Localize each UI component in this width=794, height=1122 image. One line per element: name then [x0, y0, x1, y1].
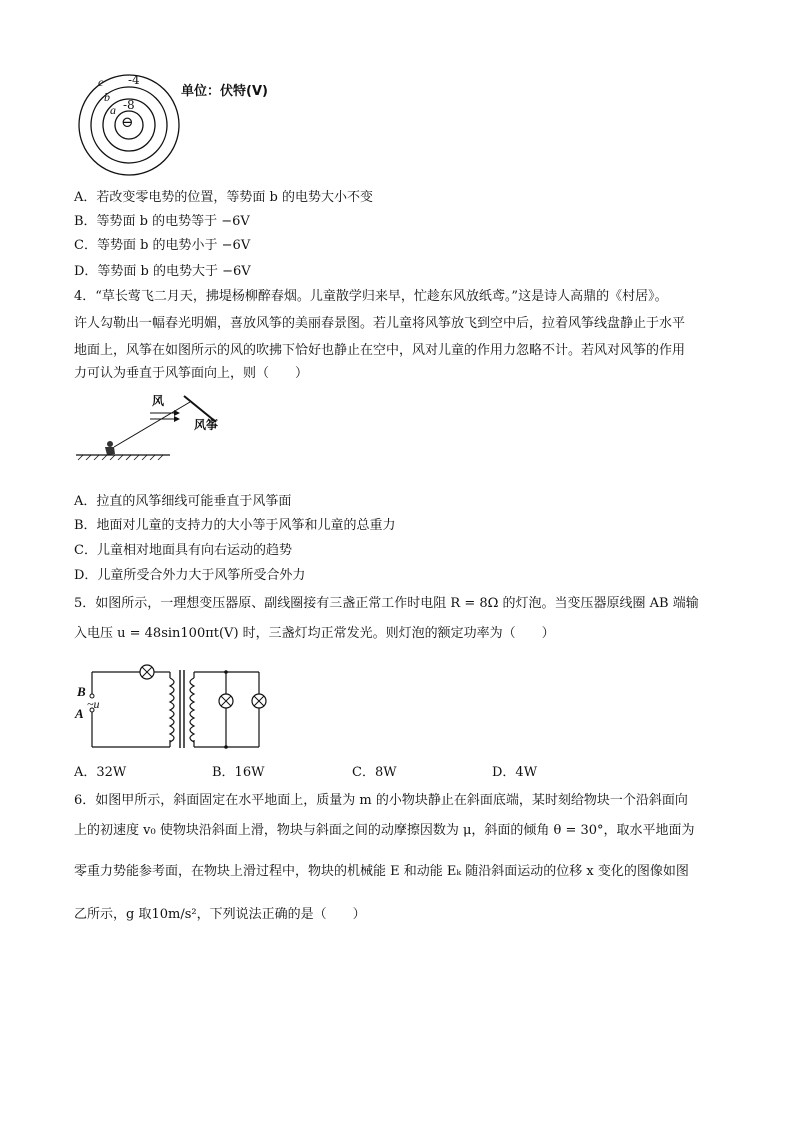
negative-charge-icon: ⊖: [121, 113, 134, 131]
q5-option-d: D．4W: [492, 765, 538, 780]
q4-option-b: B．地面对儿童的支持力的大小等于风筝和儿童的总重力: [74, 518, 396, 533]
q4-option-c: C．儿童相对地面具有向右运动的趋势: [74, 543, 292, 558]
transformer-circuit: [74, 660, 274, 752]
q6-line-3: 零重力势能参考面，在物块上滑过程中，物块的机械能 E 和动能 Eₖ 随沿斜面运动的位移 x 变化的图像如图: [74, 864, 689, 879]
label-c: c: [98, 75, 104, 89]
q4-line-3: 地面上，风筝在如图所示的风的吹拂下恰好也静止在空中，风对儿童的作用力忽略不计。若风对风筝的作用: [74, 343, 686, 358]
lamp-secondary-1: [219, 694, 233, 708]
q4-line-4: 力可认为垂直于风筝面向上，则（ ）: [74, 366, 309, 381]
q5-option-c: C．8W: [352, 765, 397, 780]
value-outer: -4: [128, 73, 140, 87]
kite-figure: [74, 392, 234, 462]
child-head: [107, 441, 113, 447]
lamp-primary: [140, 665, 154, 679]
value-inner: -8: [123, 98, 135, 112]
kite-label: 风筝: [194, 418, 219, 432]
child-body: [105, 447, 115, 455]
q5-line-2: 入电压 u = 48sin100πt(V) 时，三盏灯均正常发光。则灯泡的额定功率为（ ）: [74, 626, 555, 641]
q5-option-a: A．32W: [74, 765, 127, 780]
voltage-u-label: ~u: [87, 697, 100, 711]
q4-line-1: 4．“草长莺飞二月天，拂堤杨柳醉春烟。儿童散学归来早，忙趁东风放纸鸢。”这是诗人高鼎的《村居》。: [74, 289, 668, 304]
terminal-a-label: A: [75, 706, 84, 721]
q3-option-b: B．等势面 b 的电势等于 −6V: [74, 214, 250, 229]
q6-line-1: 6．如图甲所示，斜面固定在水平地面上，质量为 m 的小物块静止在斜面底端，某时刻给物块一个沿斜面向: [74, 793, 688, 808]
q6-line-4: 乙所示，g 取10m/s²，下列说法正确的是（ ）: [74, 907, 366, 922]
label-b: b: [104, 90, 110, 104]
q5-option-b: B．16W: [212, 765, 265, 780]
q3-option-a: A．若改变零电势的位置，等势面 b 的电势大小不变: [74, 190, 373, 205]
q4-line-2: 许人勾勒出一幅春光明媚，喜放风筝的美丽春景图。若儿童将风筝放飞到空中后，拉着风筝线盘静止于水平: [74, 316, 686, 331]
label-a: a: [110, 103, 116, 117]
q4-option-a: A．拉直的风筝细线可能垂直于风筝面: [74, 494, 292, 509]
q4-option-d: D．儿童所受合外力大于风筝所受合外力: [74, 568, 306, 583]
wind-label: 风: [152, 394, 165, 408]
q3-option-d: D．等势面 b 的电势大于 −6V: [74, 264, 251, 279]
q3-option-c: C．等势面 b 的电势小于 −6V: [74, 238, 251, 253]
transformer-figure: [74, 660, 274, 752]
q6-line-2: 上的初速度 v₀ 使物块沿斜面上滑，物块与斜面之间的动摩擦因数为 μ，斜面的倾角 θ = 30°，取水平地面为: [74, 823, 695, 838]
unit-label: 单位：伏特(V): [181, 84, 268, 99]
terminal-b-label: B: [77, 684, 86, 699]
equipotential-figure: [74, 70, 184, 180]
q5-line-1: 5．如图所示，一理想变压器原、副线圈接有三盏正常工作时电阻 R = 8Ω 的灯泡。当变压器原线圈 AB 端输: [74, 596, 699, 611]
lamp-secondary-2: [252, 694, 266, 708]
